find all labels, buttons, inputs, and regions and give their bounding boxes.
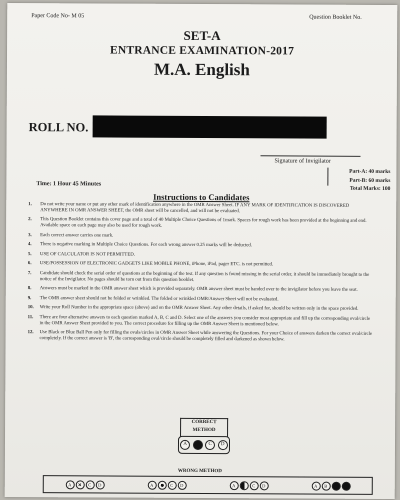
instruction-item: 5. USE OF CALCULATOR IS NOT PERMITTED.	[27, 251, 135, 258]
wrong-example-4	[311, 481, 350, 490]
instruction-item: 2. This Question Booklet contains this cover page and a total of 40 Multiple Choice Questions of 1mark. Spaces for rough work has been provided at the beginning and end. Available space on each page may also be used for rough work.	[28, 217, 367, 230]
question-booklet-no: Question Booklet No.	[309, 14, 362, 21]
marks-part-b: Part-B: 60 marks	[349, 177, 391, 184]
paper-code: Paper Code No- M 05	[31, 13, 85, 20]
question-booklet-cover	[5, 3, 398, 499]
marks-total: Total Marks: 100	[349, 185, 391, 192]
instructions-list	[28, 202, 375, 347]
wrong-example-2	[147, 480, 186, 489]
bubble-a: A	[65, 480, 74, 489]
instruction-item: 4. There is negative marking in Multiple Choice Questions. For each wrong answer 0.25 marks will be deducted.	[28, 242, 252, 249]
instruction-item: 9. The OMR answer sheet should not be folded or wrinkled. The folded or wrinkled OMR/Answer Sheet will not be evaluated.	[27, 295, 279, 303]
bubble-b-dotted	[157, 480, 166, 489]
instructions-title: Instructions to Candidates	[153, 191, 250, 203]
marks-summary	[328, 168, 390, 194]
bubble-a: A	[311, 481, 320, 490]
signature-line	[260, 155, 360, 157]
instruction-item: 1. Do not write your name or put any other mark of identification anywhere in the OMR Answer Sheet. IF ANY MARK OF IDENTIFICATION IS DISCOVERED ANYWHERE IN OMR ANSWER SHEET, the OMR sheet will be cancelled, and will not be evaluated.	[28, 202, 350, 215]
instruction-item: 3. Each correct answer carries one mark.	[28, 232, 114, 239]
bubble-d-filled	[341, 481, 350, 490]
instruction-item: 8. Answers must be marked in the OMR answer sheet which is provided separately. OMR answer sheet must be handed over to the invigilator before you leave the seat.	[27, 286, 358, 294]
instruction-item: 10. Write your Roll Number in the appropriate space (above) and on the OMR Answer Sheet. Any other details, if asked for, should be written only in the space provided.	[27, 305, 359, 313]
bubble-a: A	[229, 481, 238, 490]
bubble-a: A	[147, 480, 156, 489]
bubble-b-crossed: ✕	[75, 480, 84, 489]
bubble-d: D	[177, 480, 186, 489]
exam-time: Time: 1 Hour 45 Minutes	[36, 181, 102, 188]
wrong-method-label: WRONG METHOD	[177, 468, 222, 475]
bubble-c: C	[249, 481, 258, 490]
roll-number-label: ROLL NO.	[28, 120, 89, 135]
correct-method-bubbles	[178, 436, 230, 454]
set-title: SET-A	[183, 27, 221, 44]
bubble-d: D	[259, 481, 268, 490]
bubble-c: C	[205, 440, 215, 450]
wrong-example-3	[229, 481, 268, 490]
instruction-item: 7. Candidate should check the serial order of questions at the beginning of the test. If any question is found missing in the serial order, it should be immediately brought to the notice of the Invigilator. No pages should be torn out from this question booklet.	[27, 270, 370, 283]
wrong-method-row	[43, 475, 373, 495]
subject-title: M.A. English	[153, 59, 250, 80]
bubble-a: A	[180, 440, 190, 450]
exam-title: ENTRANCE EXAMINATION-2017	[110, 44, 295, 58]
bubble-d: D	[218, 440, 228, 450]
instruction-item: 11. There are four alternative answers to each question marked A, B, C and D. Select one of the answers you consider most appropriate and fill up the corresponding oval/circle in the OMR Answer Sheet provided to you. The correct procedure for filling up the OMR Answer Sheet is mentioned below.	[27, 314, 371, 328]
instruction-item: 6. USE/POSSESSION OF ELECTRONIC GADGETS LIKE MOBILE PHONE, iPhone, iPad, pager ETC. is not permitted.	[27, 261, 274, 268]
bubble-b-half	[239, 481, 248, 490]
bubble-b: B	[321, 481, 330, 490]
marks-part-a: Part-A: 40 marks	[349, 168, 391, 175]
bubble-d: D	[95, 480, 104, 489]
instruction-item: 12. Use Black or Blue Ball Pen only for filling the ovals/circles in OMR Answer Sheet while answering the Questions. For your Choice of answers darken the correct oval/circle completely. If the correct answer is 'B', the corresponding oval/circle should be completely filled and darkened as shown below.	[27, 330, 373, 343]
bubble-c: C	[85, 480, 94, 489]
bubble-c: C	[167, 480, 176, 489]
wrong-example-1	[65, 480, 104, 489]
correct-method-label: CORRECT METHOD	[180, 418, 228, 437]
bubble-c-filled	[331, 481, 340, 490]
roll-number-redaction	[93, 115, 327, 138]
bubble-b-filled	[193, 440, 203, 450]
signature-label: Signature of Invigilator	[274, 158, 331, 165]
